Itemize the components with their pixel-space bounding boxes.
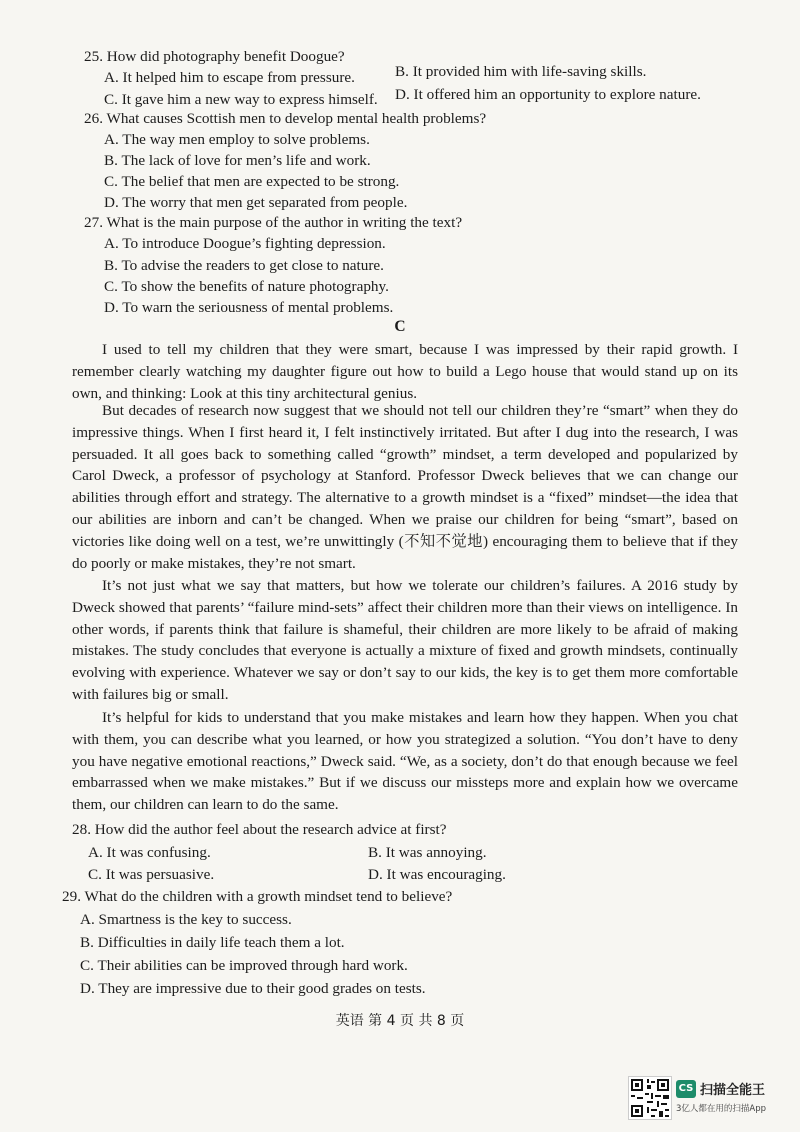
camscanner-app-name: 扫描全能王 (700, 1083, 766, 1098)
question-26-option-d: D. The worry that men get separated from people. (104, 194, 408, 211)
question-29-option-a: A. Smartness is the key to success. (80, 911, 292, 928)
question-28-option-d: D. It was encouraging. (368, 866, 506, 883)
scanner-watermark (628, 1076, 788, 1120)
question-26-stem: 26. What causes Scottish men to develop mental health problems? (84, 110, 487, 127)
question-27-stem: 27. What is the main purpose of the author in writing the text? (84, 214, 463, 231)
question-28-option-a: A. It was confusing. (88, 844, 211, 861)
section-heading: C (394, 318, 406, 335)
camscanner-logo: CS (676, 1080, 696, 1098)
question-27-option-b: B. To advise the readers to get close to nature. (104, 257, 384, 274)
question-25-option-d: D. It offered him an opportunity to explore nature. (395, 86, 701, 103)
passage-paragraph-3: It’s not just what we say that matters, but how we tolerate our children’s failures. A 2016 study by Dweck showed that parents’ “failure mind-sets” affect their children more than their views on intelligence. In other words, if parents think that failure is shameful, their children are more likely to be afraid of making mistakes. The study concludes that everyone is actually a mixture of fixed and growth mindsets, continually evolving with experience. Whatever we say or don’t say to our kids, the key is to get them more comfortable with failures big or small. (72, 577, 738, 703)
question-28-stem: 28. How did the author feel about the research advice at first? (72, 821, 447, 838)
question-27-option-a: A. To introduce Doogue’s fighting depression. (104, 235, 386, 252)
passage-paragraph-1: I used to tell my children that they were smart, because I was impressed by their rapid growth. I remember clearly watching my daughter figure out how to build a Lego house that would stand up on its own, and thinking: Look at this tiny architectural genius. (72, 341, 738, 402)
question-25-stem: 25. How did photography benefit Doogue? (84, 48, 345, 65)
question-25-option-b: B. It provided him with life-saving skills. (395, 63, 647, 80)
qr-code-icon (628, 1076, 672, 1120)
question-25-option-a: A. It helped him to escape from pressure. (104, 69, 355, 86)
passage-paragraph-4: It’s helpful for kids to understand that you make mistakes and learn how they happen. When you chat with them, you can describe what you learned, or how you strategized a solution. “You don’t have to deny you have negative emotional reactions,” Dweck said. “We, as a society, don’t do that enough because we feel embarrassed when we make mistakes.” But if we discuss our missteps more and explain how we overcame them, our children can learn to do the same. (72, 709, 738, 814)
passage-paragraph-2: But decades of research now suggest that we should not tell our children they’re “smart” when they do impressive things. When I first heard it, I felt instinctively irritated. But after I dug into the research, I was persuaded. It all goes back to something called “growth” mindset, a term developed and popularized by Carol Dweck, a professor of psychology at Stanford. Professor Dweck believes that we can change our abilities through effort and strategy. The alternative to a growth mindset is a “fixed” mindset—the idea that our abilities are inborn and can’t be changed. When we praise our children for being “smart”, based on victories like doing well on a test, we’re unwittingly (不知不觉地) encouraging them to believe that if they do poorly or make mistakes, they’re not smart. (72, 402, 738, 572)
question-25-option-c: C. It gave him a new way to express himself. (104, 91, 378, 108)
page-footer: 英语 第 4 页 共 8 页 (335, 1013, 465, 1029)
question-27-option-d: D. To warn the seriousness of mental problems. (104, 299, 394, 316)
question-26-option-c: C. The belief that men are expected to be strong. (104, 173, 400, 190)
question-27-option-c: C. To show the benefits of nature photography. (104, 278, 389, 295)
question-26-option-a: A. The way men employ to solve problems. (104, 131, 370, 148)
question-26-option-b: B. The lack of love for men’s life and work. (104, 152, 371, 169)
question-29-stem: 29. What do the children with a growth mindset tend to believe? (62, 888, 453, 905)
question-28-option-c: C. It was persuasive. (88, 866, 215, 883)
question-29-option-b: B. Difficulties in daily life teach them a lot. (80, 934, 345, 951)
question-29-option-d: D. They are impressive due to their good grades on tests. (80, 980, 426, 997)
camscanner-tagline: 3亿人都在用的扫描App (676, 1104, 767, 1114)
question-28-option-b: B. It was annoying. (368, 844, 487, 861)
question-29-option-c: C. Their abilities can be improved through hard work. (80, 957, 408, 974)
